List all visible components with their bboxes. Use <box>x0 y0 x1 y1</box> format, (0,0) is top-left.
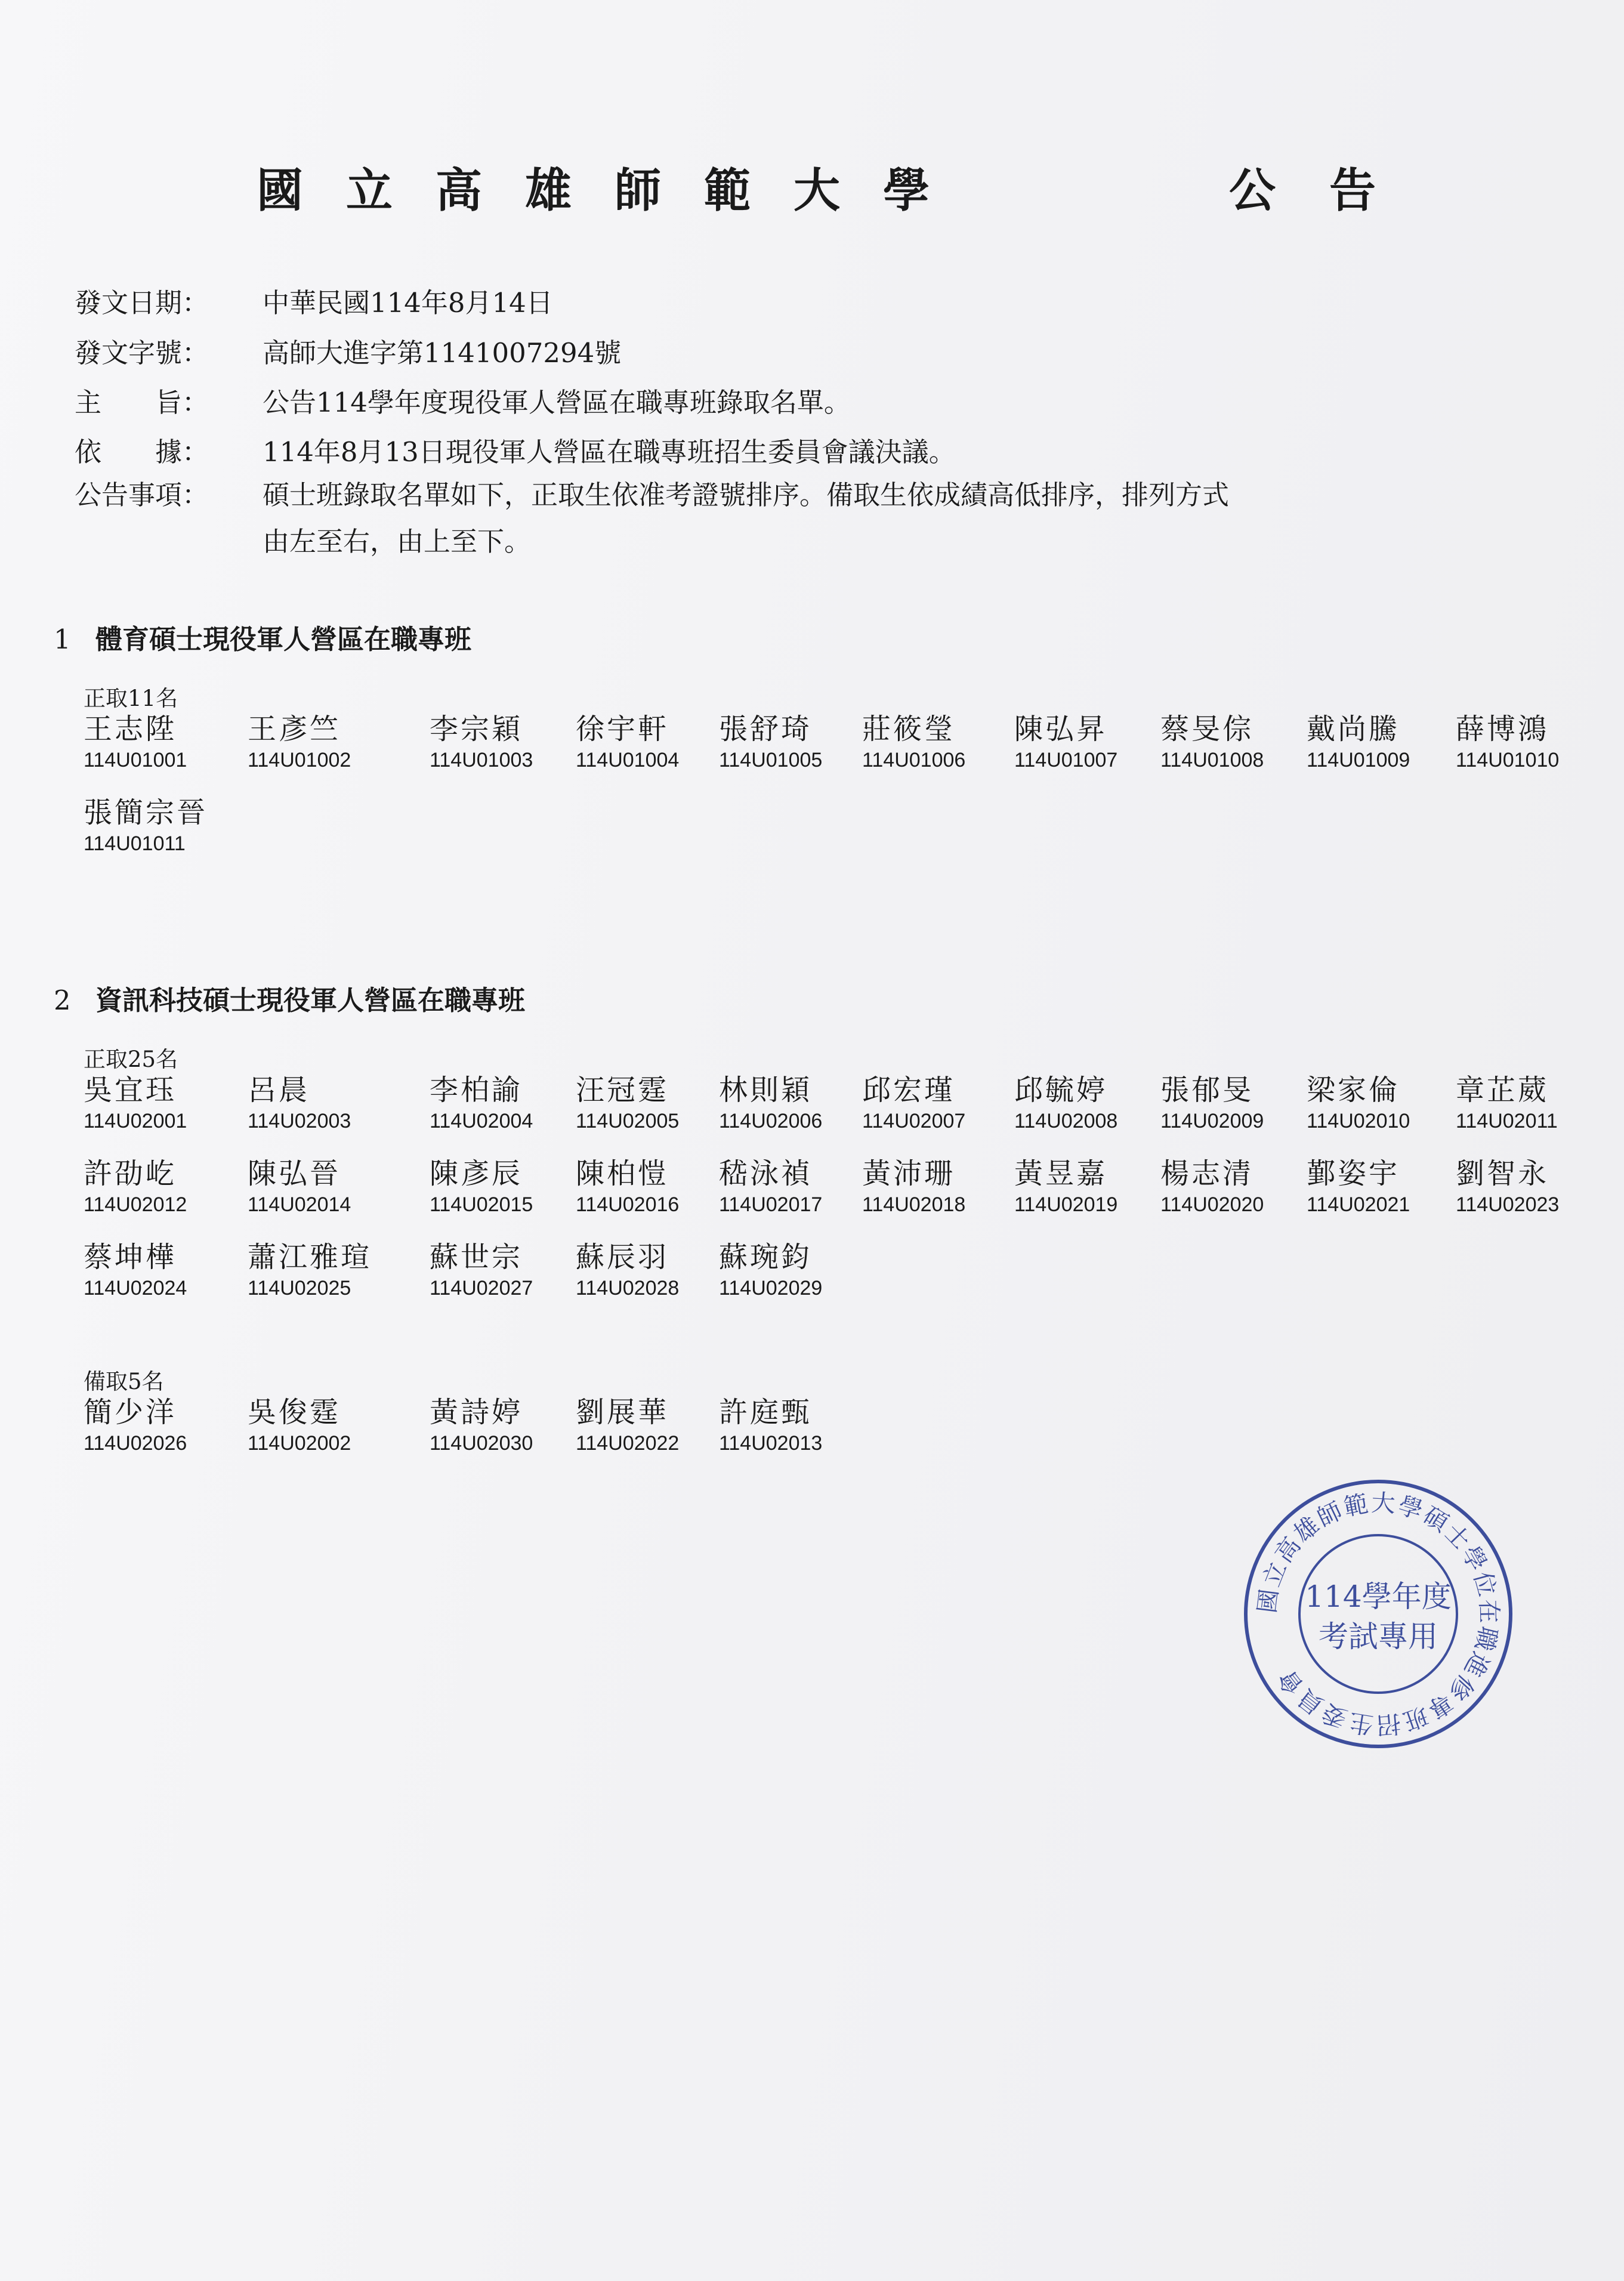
candidate-entry <box>1456 710 1611 772</box>
candidate-id: 114U02025 <box>248 1277 351 1300</box>
candidate-id: 114U02008 <box>1014 1110 1118 1132</box>
candidate-id: 114U02013 <box>719 1432 823 1455</box>
candidate-entry <box>430 1155 585 1217</box>
candidate-entry <box>84 1238 239 1300</box>
meta-label: 發文日期： <box>75 287 209 319</box>
meta-date <box>75 285 553 321</box>
candidate-id: 114U02009 <box>1160 1110 1264 1132</box>
candidate-name: 汪冠霆 <box>576 1073 669 1107</box>
candidate-id: 114U02003 <box>248 1110 351 1132</box>
admitted-label: 正取11名 <box>84 686 178 711</box>
candidate-entry <box>576 1071 731 1133</box>
meta-value: 由左至右，由上至下。 <box>263 526 532 557</box>
candidate-id: 114U01009 <box>1307 749 1410 771</box>
candidate-name: 劉智永 <box>1456 1157 1549 1190</box>
candidate-id: 114U02018 <box>862 1193 966 1216</box>
candidate-id: 114U02022 <box>576 1432 680 1455</box>
candidate-name: 張郁旻 <box>1160 1073 1254 1107</box>
candidate-entry <box>719 1393 874 1455</box>
candidate-id: 114U01001 <box>84 749 187 771</box>
candidate-name: 鄞姿宇 <box>1307 1157 1400 1190</box>
university-title: 國立高雄師範大學 <box>257 163 973 218</box>
candidate-entry <box>84 794 239 856</box>
candidate-entry <box>430 710 585 772</box>
candidate-entry <box>84 1155 239 1217</box>
meta-value: 碩士班錄取名單如下，正取生依准考證號排序。備取生依成績高低排序，排列方式 <box>263 479 1230 511</box>
candidate-name: 王彥竺 <box>248 712 341 746</box>
meta-items <box>75 477 1230 513</box>
candidate-name: 蔡坤樺 <box>84 1240 177 1274</box>
section-title <box>54 979 525 1017</box>
meta-doc-number <box>75 335 622 371</box>
candidate-entry <box>719 1238 874 1300</box>
candidate-id: 114U02001 <box>84 1110 187 1132</box>
section-title <box>54 618 471 656</box>
candidate-name: 張舒琦 <box>719 712 813 746</box>
candidate-id: 114U01003 <box>430 749 533 771</box>
candidate-name: 許劭屹 <box>84 1157 177 1190</box>
candidate-entry <box>248 1155 403 1217</box>
candidate-entry <box>248 1393 403 1455</box>
candidate-name: 嵇泳禎 <box>719 1157 813 1190</box>
candidate-name: 黃詩婷 <box>430 1396 523 1429</box>
candidate-entry <box>84 710 239 772</box>
candidate-name: 戴尚騰 <box>1307 712 1400 746</box>
candidate-entry <box>1160 710 1316 772</box>
candidate-entry <box>248 1071 403 1133</box>
candidate-name: 徐宇軒 <box>576 712 669 746</box>
meta-basis <box>75 434 956 470</box>
candidate-name: 陳弘昇 <box>1014 712 1108 746</box>
candidate-entry <box>576 1155 731 1217</box>
candidate-entry <box>1014 710 1169 772</box>
candidate-id: 114U02029 <box>719 1277 823 1300</box>
candidate-id: 114U01005 <box>719 749 823 771</box>
candidate-entry <box>576 710 731 772</box>
section-name: 體育碩士現役軍人營區在職專班 <box>95 624 472 655</box>
candidate-name: 李宗穎 <box>430 712 523 746</box>
candidate-name: 莊筱瑩 <box>862 712 956 746</box>
meta-label: 發文字號： <box>75 337 209 369</box>
candidate-name: 許庭甄 <box>719 1396 813 1429</box>
meta-subject <box>75 385 851 421</box>
candidate-name: 薛博鴻 <box>1456 712 1549 746</box>
seal-line1: 114學年度 <box>1305 1579 1452 1614</box>
candidate-id: 114U01011 <box>84 832 186 855</box>
candidate-id: 114U02020 <box>1160 1193 1264 1216</box>
candidate-id: 114U02028 <box>576 1277 680 1300</box>
candidate-name: 吳俊霆 <box>248 1396 341 1429</box>
candidate-entry <box>719 710 874 772</box>
candidate-id: 114U01007 <box>1014 749 1118 771</box>
candidate-entry <box>1307 710 1462 772</box>
candidate-name: 章芷葳 <box>1456 1073 1549 1107</box>
notice-title: 公告 <box>1229 163 1430 218</box>
candidate-entry <box>576 1238 731 1300</box>
candidate-name: 李柏諭 <box>430 1073 523 1107</box>
candidate-name: 呂晨 <box>248 1073 310 1107</box>
candidate-entry <box>862 710 1017 772</box>
candidate-name: 梁家倫 <box>1307 1073 1400 1107</box>
candidate-name: 蘇琬鈞 <box>719 1240 813 1274</box>
meta-value: 高師大進字第1141007294號 <box>263 337 622 369</box>
candidate-entry <box>1160 1155 1316 1217</box>
candidate-entry <box>1014 1155 1169 1217</box>
candidate-entry <box>1014 1071 1169 1133</box>
candidate-entry <box>1160 1071 1316 1133</box>
candidate-id: 114U01004 <box>576 749 680 771</box>
candidate-name: 蘇辰羽 <box>576 1240 669 1274</box>
candidate-entry <box>84 1071 239 1133</box>
candidate-id: 114U02017 <box>719 1193 823 1216</box>
candidate-name: 張簡宗晉 <box>84 796 208 829</box>
meta-value: 114年8月13日現役軍人營區在職專班招生委員會議決議。 <box>263 436 956 468</box>
official-seal <box>1241 1477 1515 1751</box>
admitted-label: 正取25名 <box>84 1047 178 1072</box>
candidate-entry <box>1307 1155 1462 1217</box>
candidate-entry <box>719 1155 874 1217</box>
candidate-id: 114U02015 <box>430 1193 533 1216</box>
candidate-id: 114U02006 <box>719 1110 823 1132</box>
meta-value: 公告114學年度現役軍人營區在職專班錄取名單。 <box>263 387 851 418</box>
candidate-id: 114U02011 <box>1456 1110 1558 1132</box>
meta-value: 中華民國114年8月14日 <box>263 287 553 319</box>
meta-label: 依 據： <box>75 436 209 468</box>
candidate-entry <box>862 1155 1017 1217</box>
meta-label: 主 旨： <box>75 387 209 418</box>
candidate-id: 114U01002 <box>248 749 351 771</box>
candidate-name: 陳彥辰 <box>430 1157 523 1190</box>
candidate-id: 114U02004 <box>430 1110 533 1132</box>
candidate-id: 114U02010 <box>1307 1110 1410 1132</box>
candidate-entry <box>248 710 403 772</box>
candidate-entry <box>1456 1155 1611 1217</box>
candidate-name: 吳宜珏 <box>84 1073 177 1107</box>
candidate-id: 114U02012 <box>84 1193 187 1216</box>
meta-items-continued <box>75 524 532 560</box>
candidate-entry <box>84 1393 239 1455</box>
candidate-id: 114U01010 <box>1456 749 1560 771</box>
candidate-id: 114U01008 <box>1160 749 1264 771</box>
candidate-id: 114U02007 <box>862 1110 966 1132</box>
candidate-entry <box>430 1393 585 1455</box>
candidate-name: 劉展華 <box>576 1396 669 1429</box>
candidate-name: 黃沛珊 <box>862 1157 956 1190</box>
candidate-id: 114U02030 <box>430 1432 533 1455</box>
candidate-name: 陳柏愷 <box>576 1157 669 1190</box>
candidate-entry <box>1456 1071 1611 1133</box>
seal-line2: 考試專用 <box>1319 1619 1438 1654</box>
meta-label: 公告事項： <box>75 479 209 511</box>
section-name: 資訊科技碩士現役軍人營區在職專班 <box>95 984 526 1016</box>
candidate-name: 林則穎 <box>719 1073 813 1107</box>
candidate-id: 114U02023 <box>1456 1193 1560 1216</box>
candidate-entry <box>248 1238 403 1300</box>
candidate-name: 蘇世宗 <box>430 1240 523 1274</box>
candidate-entry <box>430 1071 585 1133</box>
candidate-id: 114U02024 <box>84 1277 187 1300</box>
candidate-id: 114U01006 <box>862 749 966 771</box>
candidate-name: 蔡旻倧 <box>1160 712 1254 746</box>
candidate-name: 陳弘晉 <box>248 1157 341 1190</box>
candidate-id: 114U02019 <box>1014 1193 1118 1216</box>
seal-outer-text: 國立高雄師範大學碩士學位在職進修專班招生委員會 <box>1253 1489 1503 1739</box>
candidate-id: 114U02021 <box>1307 1193 1410 1216</box>
candidate-id: 114U02005 <box>576 1110 680 1132</box>
candidate-name: 簡少洋 <box>84 1396 177 1429</box>
candidate-name: 蕭江雅瑄 <box>248 1240 372 1274</box>
candidate-id: 114U02027 <box>430 1277 533 1300</box>
candidate-entry <box>576 1393 731 1455</box>
candidate-entry <box>430 1238 585 1300</box>
waitlist-label: 備取5名 <box>84 1369 164 1394</box>
candidate-entry <box>1307 1071 1462 1133</box>
section-number: 2 <box>54 984 71 1016</box>
section-number: 1 <box>54 624 71 655</box>
candidate-name: 楊志清 <box>1160 1157 1254 1190</box>
candidate-id: 114U02014 <box>248 1193 351 1216</box>
candidate-id: 114U02016 <box>576 1193 680 1216</box>
candidate-entry <box>719 1071 874 1133</box>
candidate-name: 黃昱嘉 <box>1014 1157 1108 1190</box>
candidate-id: 114U02002 <box>248 1432 351 1455</box>
candidate-name: 邱毓婷 <box>1014 1073 1108 1107</box>
candidate-name: 邱宏瑾 <box>862 1073 956 1107</box>
candidate-name: 王志陞 <box>84 712 177 746</box>
candidate-entry <box>862 1071 1017 1133</box>
candidate-id: 114U02026 <box>84 1432 187 1455</box>
